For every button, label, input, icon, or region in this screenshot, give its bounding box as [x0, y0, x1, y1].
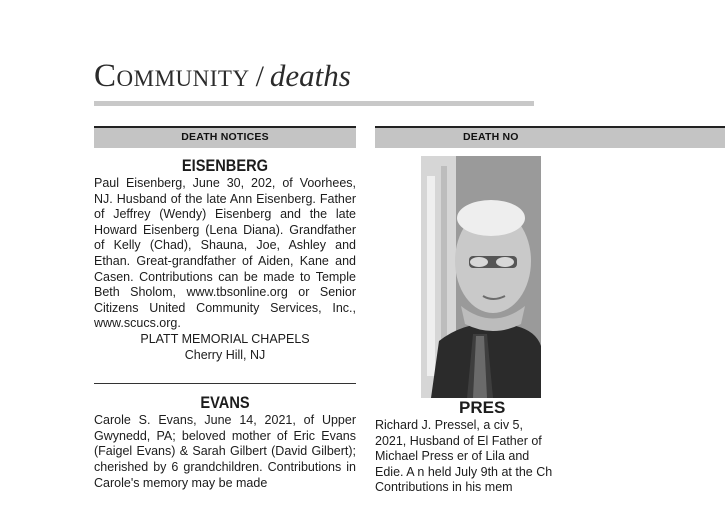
section-title: Community [94, 58, 250, 94]
notice-name-pressel: PRES [459, 398, 506, 417]
death-notices-column-right [375, 126, 553, 512]
death-notices-header: DEATH NOTICES [94, 126, 356, 148]
notice-name-eisenberg: EISENBERG [181, 156, 269, 175]
death-notices-header-right: DEATH NO [375, 126, 725, 148]
death-notices-column-left [94, 126, 356, 491]
section-masthead [94, 58, 534, 98]
masthead-slash: / [255, 60, 264, 93]
portrait-photo-art [421, 156, 541, 398]
section-subtitle: deaths [269, 58, 351, 93]
masthead-rule [94, 101, 534, 106]
funeral-home-location: Cherry Hill, NJ [184, 347, 266, 362]
funeral-home: PLATT MEMORIAL CHAPELS [140, 331, 310, 346]
notice-body-evans: Carole S. Evans, June 14, 2021, of Upper Gwynedd, PA; beloved mother of Eric Evans (Faigel Evans) & Sarah Gilbert (David Gilbert); cherished by 6 grandchildren. Contributions in Carole's memory may be made [94, 413, 356, 490]
notice-body-eisenberg: Paul Eisenberg, June 30, 202, of Voorhees, NJ. Husband of the late Ann Eisenberg. Father of Jeffrey (Wendy) Eisenberg and the late Howard Eisenberg (Lena Diana). Grandfather of Kelly (Chad), Shauna, Joe, Ashley and Ethan. Great-grandfather of Aiden, Kane and Casen. Contributions can be made to Temple Beth Sholom, www.tbsonline.org or Senior Citizens United Community Services, Inc., www.scucs.org. [94, 176, 356, 331]
notice-body-pressel: Richard J. Pressel, a civ 5, 2021, Husband of El Father of Michael Press er of Lila and Edie. A n held July 9th at the Ch Contributions in his mem [375, 418, 553, 495]
portrait-photo [421, 156, 541, 398]
notice-name-evans: EVANS [200, 393, 250, 413]
